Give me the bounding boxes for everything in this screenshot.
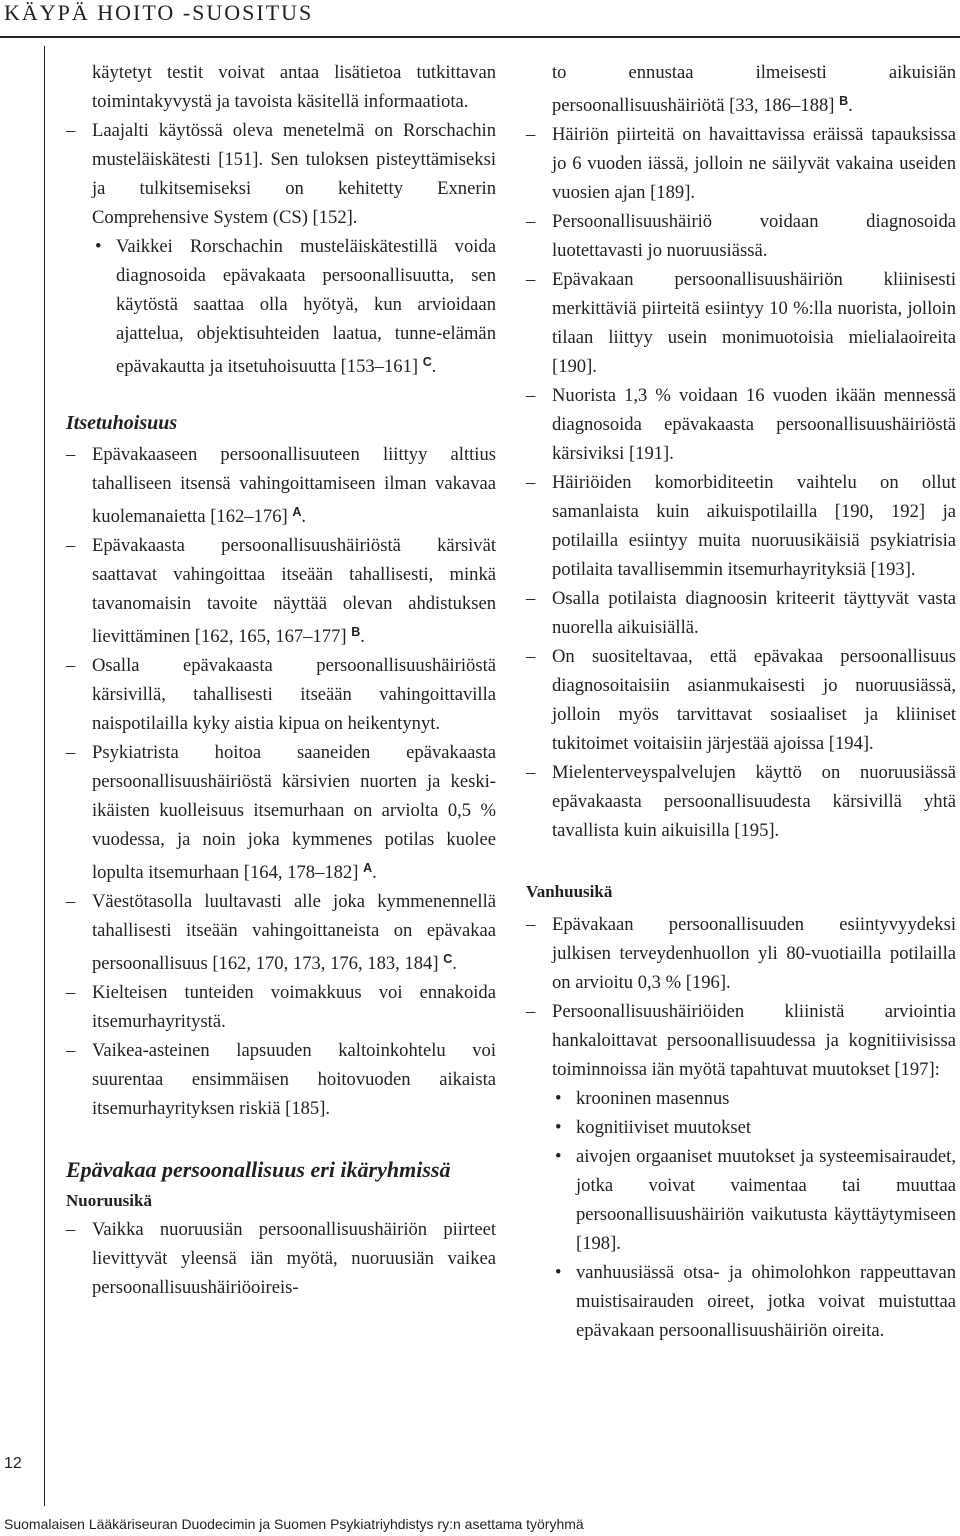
list-item: – Epävakaasta persoonallisuushäiriöstä kärsivät saattavat vahingoittaa itseään tahallisesti, minkä tavanomaisin tavoite näyttää olevan ahdistuksen lievittäminen [162, 165, 167–177] $^B$. xyxy=(66,531,496,651)
paragraph-text: to ennustaa ilmeisesti aikuisiän persoonallisuushäiriötä [33, 186–188] xyxy=(552,62,956,116)
list-item-text: Epävakaaseen persoonallisuuteen liittyy alttius tahalliseen itsensä vahingoittamiseen ilman vakavaa kuolemanaietta [162–176] xyxy=(92,444,496,527)
page-header: KÄYPÄ HOITO -SUOSITUS xyxy=(4,0,314,25)
list-item: – Laajalti käytössä oleva menetelmä on Rorschachin musteläiskätesti [151]. Sen tuloksen pisteyttämiseksi ja tulkitsemiseksi on kehitetty Exnerin Comprehensive System (CS) [152]. xyxy=(66,116,496,232)
paragraph: käytetyt testit voivat antaa lisätietoa tutkittavan toimintakyvystä ja tavoista käsitellä informaatiota. xyxy=(92,62,496,112)
subheading-vanhuusika: Vanhuusikä xyxy=(526,882,613,901)
list-item-text: Vaikea-asteinen lapsuuden kaltoinkohtelu voi suurentaa ensimmäisen hoitovuoden aikaista itsemurhayrityksen riskiä [185]. xyxy=(92,1040,496,1119)
subheading-nuoruusika: Nuoruusikä xyxy=(66,1191,152,1210)
evidence-grade-badge: C xyxy=(443,952,453,966)
list-item: – Osalla potilaista diagnoosin kriteerit täyttyvät vasta nuorella aikuisiällä. xyxy=(526,584,956,642)
bullet-item: • kognitiiviset muutokset xyxy=(526,1113,956,1142)
right-column xyxy=(526,58,956,1345)
list-item-text: Väestötasolla luultavasti alle joka kymmenennellä tahallisesti itseään vahingoittaneista on epävakaa persoonallisuus [162, 170, 173, 176, 183, 184] xyxy=(92,891,496,974)
page-footer: Suomalaisen Lääkäriseuran Duodecimin ja Suomen Psykiatriyhdistys ry:n asettama työryhmä xyxy=(4,1516,584,1532)
bullet-item: • krooninen masennus xyxy=(526,1084,956,1113)
list-item xyxy=(66,651,496,738)
list-item: – Väestötasolla luultavasti alle joka kymmenennellä tahallisesti itseään vahingoittaneista on epävakaa persoonallisuus [162, 170, 173, 176, 183, 184] $^C$. xyxy=(66,887,496,978)
section-heading-itsetuhoisuus: Itsetuhoisuus xyxy=(66,412,178,434)
section-heading-ikaryhmat: Epävakaa persoonallisuus eri ikäryhmissä xyxy=(66,1157,451,1182)
list-item: – Persoonallisuushäiriö voidaan diagnosoida luotettavasti jo nuoruusiässä. xyxy=(526,207,956,265)
list-item: – Vaikka nuoruusiän persoonallisuushäiriön piirteet lievittyvät yleensä iän myötä, nuoruusiän vaikea persoonallisuushäiriöoireis- xyxy=(66,1215,496,1302)
list-item xyxy=(66,1036,496,1123)
bullet-item: • Vaikkei Rorschachin musteläiskätestillä voida diagnosoida epävakaata persoonallisuutta, sen käytöstä saattaa olla hyötyä, kun arvioidaan ajattelua, objektisuhteiden laatua, tunne-elämän epävakautta ja itsetuhoisuutta [153–161] $^C$. xyxy=(66,232,496,381)
list-item: – Mielenterveyspalvelujen käyttö on nuoruusiässä epävakaasta persoonallisuudesta kärsivillä yhtä tavallista kuin aikuisilla [195]. xyxy=(526,758,956,845)
list-item: – On suositeltavaa, että epävakaa persoonallisuus diagnosoitaisiin asianmukaisesti jo nuoruusiässä, jolloin myös tarvittavat sosiaaliset ja kliiniset tukitoimet voitaisiin järjestää ajoissa [194]. xyxy=(526,642,956,758)
evidence-grade-badge: A xyxy=(292,505,302,519)
evidence-grade-badge: A xyxy=(363,861,373,875)
list-item: – Häiriöiden komorbiditeetin vaihtelu on ollut samanlaista kuin aikuispotilailla [190, 192] ja potilailla esiintyy muita nuoruusikäisiä psykiatrisia potilaita tavallisemmin itsemurhayrityksiä [193]. xyxy=(526,468,956,584)
paragraph: to ennustaa ilmeisesti aikuisiän persoonallisuushäiriötä [33, 186–188] $^B$. xyxy=(552,62,956,116)
header-rule xyxy=(0,36,960,38)
list-item: – Nuorista 1,3 % voidaan 16 vuoden ikään mennessä diagnosoida epävakaasta persoonallisuushäiriöstä kärsiviksi [191]. xyxy=(526,381,956,468)
evidence-grade-badge: C xyxy=(422,355,432,369)
list-item-text: Epävakaasta persoonallisuushäiriöstä kärsivät saattavat vahingoittaa itseään tahallisesti, minkä tavanomaisin tavoite näyttää olevan ahdistuksen lievittäminen [162, 165, 167–177] xyxy=(92,535,496,647)
evidence-grade-badge: B xyxy=(839,94,849,108)
margin-rule xyxy=(44,46,45,1506)
page-number: 12 xyxy=(4,1455,22,1472)
list-item-text: Kielteisen tunteiden voimakkuus voi ennakoida itsemurhayritystä. xyxy=(92,982,496,1032)
list-item: – Häiriön piirteitä on havaittavissa eräissä tapauksissa jo 6 vuoden iässä, jolloin ne säilyvät vakaina useiden vuosien ajan [189]. xyxy=(526,120,956,207)
list-item: – Psykiatrista hoitoa saaneiden epävakaasta persoonallisuushäiriöstä kärsivien nuorten ja keski-ikäisten kuolleisuus itsemurhaan on arviolta 0,5 % vuodessa, ja noin joka kymmenes potilas kuolee lopulta itsemurhaan [164, 178–182] $^A$. xyxy=(66,738,496,887)
list-item-text: Osalla epävakaasta persoonallisuushäiriöstä kärsivillä, tahallisesti itseään vahingoittavilla naispotilailla kyky aistia kipua on heikentynyt. xyxy=(92,655,496,734)
list-item: – Epävakaaseen persoonallisuuteen liittyy alttius tahalliseen itsensä vahingoittamiseen ilman vakavaa kuolemanaietta [162–176] $^A$. xyxy=(66,440,496,531)
bullet-item: • aivojen orgaaniset muutokset ja systeemisairaudet, jotka voivat vaimentaa tai muuttaa persoonallisuushäiriön vaikutusta käyttäytymiseen [198]. xyxy=(526,1142,956,1258)
list-item: – Persoonallisuushäiriöiden kliinistä arviointia hankaloittavat persoonallisuudessa ja kognitiivisissa toiminnoissa iän myötä tapahtuvat muutokset [197]: xyxy=(526,997,956,1084)
evidence-grade-badge: B xyxy=(351,625,361,639)
list-item: – Epävakaan persoonallisuushäiriön kliinisesti merkittäviä piirteitä esiintyy 10 %:lla nuorista, jolloin tilaan liittyy usein monimuotoisia mielialaoireita [190]. xyxy=(526,265,956,381)
list-item: – Epävakaan persoonallisuuden esiintyvyydeksi julkisen terveydenhuollon yli 80-vuotiailla potilailla on arvioitu 0,3 % [196]. xyxy=(526,910,956,997)
list-item-text: Psykiatrista hoitoa saaneiden epävakaasta persoonallisuushäiriöstä kärsivien nuorten ja keski-ikäisten kuolleisuus itsemurhaan on arviolta 0,5 % vuodessa, ja noin joka kymmenes potilas kuolee lopulta itsemurhaan [164, 178–182] xyxy=(92,742,496,883)
bullet-text: Vaikkei Rorschachin musteläiskätestillä voida diagnosoida epävakaata persoonallisuutta, sen käytöstä saattaa olla hyötyä, kun arvioidaan ajattelua, objektisuhteiden laatua, tunne-elämän epävakautta ja itsetuhoisuutta [153–161] xyxy=(116,236,496,377)
bullet-item: • vanhuusiässä otsa- ja ohimolohkon rappeuttavan muistisairauden oireet, jotka voivat muistuttaa epävakaan persoonallisuushäiriön oireita. xyxy=(526,1258,956,1345)
left-column xyxy=(66,58,496,1302)
list-item xyxy=(66,978,496,1036)
